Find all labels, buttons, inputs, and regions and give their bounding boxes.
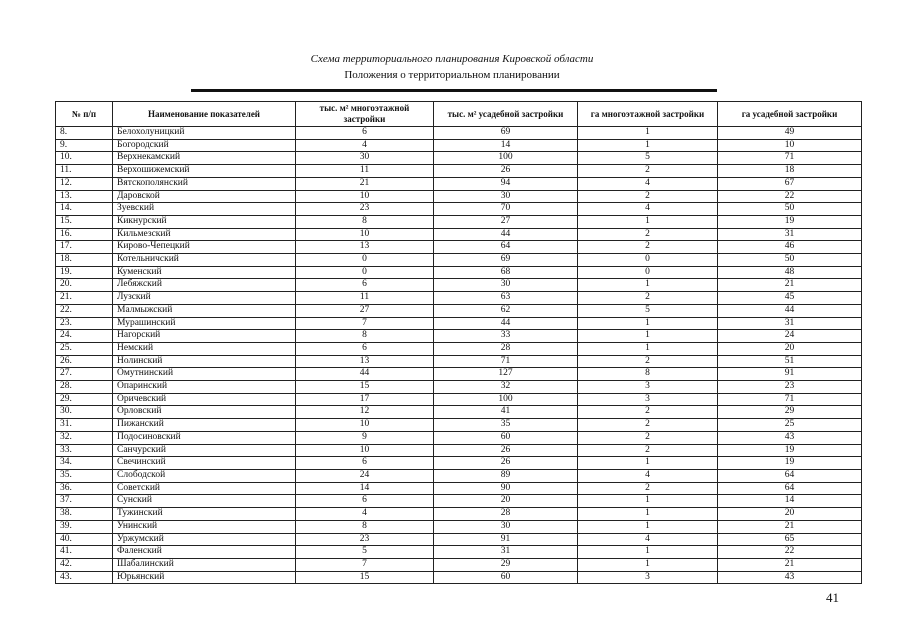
table-row	[56, 177, 862, 190]
estate-area-cell: 64	[434, 241, 578, 254]
row-number-cell: 35.	[56, 469, 113, 482]
row-number-cell: 16.	[56, 228, 113, 241]
multi-storey-area-cell: 10	[296, 444, 434, 457]
estate-ha-cell: 19	[718, 457, 862, 470]
multi-storey-area-cell: 11	[296, 165, 434, 178]
multi-storey-area-cell: 6	[296, 127, 434, 140]
estate-area-cell: 62	[434, 304, 578, 317]
district-name-cell: Опаринский	[113, 381, 296, 394]
district-name-cell: Уржумский	[113, 533, 296, 546]
estate-ha-cell: 65	[718, 533, 862, 546]
estate-area-cell: 91	[434, 533, 578, 546]
multi-storey-ha-cell: 1	[578, 342, 718, 355]
multi-storey-area-cell: 17	[296, 393, 434, 406]
multi-storey-area-cell: 7	[296, 558, 434, 571]
column-header-name: Наименование показателей	[113, 102, 296, 127]
district-name-cell: Белохолуницкий	[113, 127, 296, 140]
table-row	[56, 368, 862, 381]
table-row	[56, 457, 862, 470]
estate-area-cell: 30	[434, 279, 578, 292]
district-name-cell: Малмыжский	[113, 304, 296, 317]
multi-storey-ha-cell: 2	[578, 165, 718, 178]
row-number-cell: 10.	[56, 152, 113, 165]
multi-storey-ha-cell: 1	[578, 520, 718, 533]
multi-storey-area-cell: 4	[296, 508, 434, 521]
multi-storey-ha-cell: 1	[578, 317, 718, 330]
row-number-cell: 23.	[56, 317, 113, 330]
district-name-cell: Слободской	[113, 469, 296, 482]
table-row	[56, 469, 862, 482]
multi-storey-ha-cell: 0	[578, 266, 718, 279]
row-number-cell: 36.	[56, 482, 113, 495]
multi-storey-ha-cell: 1	[578, 546, 718, 559]
district-name-cell: Котельничский	[113, 254, 296, 267]
table-row	[56, 330, 862, 343]
multi-storey-area-cell: 15	[296, 381, 434, 394]
row-number-cell: 39.	[56, 520, 113, 533]
district-name-cell: Верхошижемский	[113, 165, 296, 178]
estate-area-cell: 32	[434, 381, 578, 394]
multi-storey-ha-cell: 2	[578, 482, 718, 495]
row-number-cell: 29.	[56, 393, 113, 406]
multi-storey-area-cell: 10	[296, 228, 434, 241]
row-number-cell: 41.	[56, 546, 113, 559]
table-header-row	[56, 102, 862, 127]
table-row	[56, 304, 862, 317]
row-number-cell: 43.	[56, 571, 113, 584]
estate-area-cell: 100	[434, 152, 578, 165]
multi-storey-ha-cell: 5	[578, 152, 718, 165]
table-row	[56, 215, 862, 228]
row-number-cell: 11.	[56, 165, 113, 178]
table-row	[56, 292, 862, 305]
estate-area-cell: 41	[434, 406, 578, 419]
estate-area-cell: 69	[434, 127, 578, 140]
table-row	[56, 571, 862, 584]
row-number-cell: 12.	[56, 177, 113, 190]
multi-storey-area-cell: 8	[296, 330, 434, 343]
multi-storey-area-cell: 6	[296, 495, 434, 508]
multi-storey-area-cell: 8	[296, 215, 434, 228]
estate-ha-cell: 24	[718, 330, 862, 343]
table-row	[56, 139, 862, 152]
row-number-cell: 15.	[56, 215, 113, 228]
column-header-multi-storey-area: тыс. м² многоэтажной застройки	[296, 102, 434, 127]
column-header-estate-area: тыс. м² усадебной застройки	[434, 102, 578, 127]
district-name-cell: Немский	[113, 342, 296, 355]
estate-area-cell: 28	[434, 508, 578, 521]
multi-storey-area-cell: 44	[296, 368, 434, 381]
table-row	[56, 381, 862, 394]
estate-ha-cell: 20	[718, 508, 862, 521]
district-name-cell: Нолинский	[113, 355, 296, 368]
row-number-cell: 18.	[56, 254, 113, 267]
estate-ha-cell: 31	[718, 317, 862, 330]
multi-storey-ha-cell: 1	[578, 495, 718, 508]
row-number-cell: 26.	[56, 355, 113, 368]
multi-storey-area-cell: 7	[296, 317, 434, 330]
multi-storey-area-cell: 0	[296, 254, 434, 267]
estate-area-cell: 63	[434, 292, 578, 305]
multi-storey-ha-cell: 4	[578, 203, 718, 216]
estate-ha-cell: 25	[718, 419, 862, 432]
multi-storey-ha-cell: 2	[578, 292, 718, 305]
estate-area-cell: 94	[434, 177, 578, 190]
district-name-cell: Омутнинский	[113, 368, 296, 381]
table-row	[56, 317, 862, 330]
estate-ha-cell: 45	[718, 292, 862, 305]
multi-storey-area-cell: 13	[296, 241, 434, 254]
multi-storey-ha-cell: 5	[578, 304, 718, 317]
multi-storey-area-cell: 6	[296, 457, 434, 470]
table-row	[56, 533, 862, 546]
row-number-cell: 20.	[56, 279, 113, 292]
multi-storey-ha-cell: 1	[578, 508, 718, 521]
estate-area-cell: 71	[434, 355, 578, 368]
district-name-cell: Куменский	[113, 266, 296, 279]
estate-ha-cell: 10	[718, 139, 862, 152]
estate-area-cell: 89	[434, 469, 578, 482]
multi-storey-ha-cell: 1	[578, 215, 718, 228]
estate-area-cell: 31	[434, 546, 578, 559]
multi-storey-ha-cell: 3	[578, 381, 718, 394]
row-number-cell: 42.	[56, 558, 113, 571]
table-row	[56, 241, 862, 254]
estate-ha-cell: 50	[718, 203, 862, 216]
data-table	[55, 101, 862, 584]
multi-storey-area-cell: 0	[296, 266, 434, 279]
district-name-cell: Юрьянский	[113, 571, 296, 584]
multi-storey-ha-cell: 1	[578, 139, 718, 152]
table-row	[56, 558, 862, 571]
multi-storey-area-cell: 9	[296, 431, 434, 444]
multi-storey-ha-cell: 2	[578, 355, 718, 368]
row-number-cell: 9.	[56, 139, 113, 152]
multi-storey-area-cell: 10	[296, 190, 434, 203]
district-name-cell: Фаленский	[113, 546, 296, 559]
table-row	[56, 152, 862, 165]
estate-ha-cell: 48	[718, 266, 862, 279]
row-number-cell: 34.	[56, 457, 113, 470]
estate-ha-cell: 14	[718, 495, 862, 508]
multi-storey-area-cell: 6	[296, 342, 434, 355]
multi-storey-area-cell: 21	[296, 177, 434, 190]
multi-storey-area-cell: 23	[296, 203, 434, 216]
multi-storey-ha-cell: 1	[578, 279, 718, 292]
estate-ha-cell: 29	[718, 406, 862, 419]
estate-area-cell: 20	[434, 495, 578, 508]
district-name-cell: Кильмезский	[113, 228, 296, 241]
estate-ha-cell: 43	[718, 431, 862, 444]
row-number-cell: 24.	[56, 330, 113, 343]
multi-storey-area-cell: 13	[296, 355, 434, 368]
estate-ha-cell: 18	[718, 165, 862, 178]
multi-storey-ha-cell: 3	[578, 393, 718, 406]
row-number-cell: 33.	[56, 444, 113, 457]
multi-storey-ha-cell: 4	[578, 469, 718, 482]
district-name-cell: Лебяжский	[113, 279, 296, 292]
estate-area-cell: 70	[434, 203, 578, 216]
estate-area-cell: 35	[434, 419, 578, 432]
estate-ha-cell: 22	[718, 546, 862, 559]
row-number-cell: 14.	[56, 203, 113, 216]
estate-ha-cell: 21	[718, 279, 862, 292]
row-number-cell: 31.	[56, 419, 113, 432]
row-number-cell: 19.	[56, 266, 113, 279]
table-row	[56, 431, 862, 444]
multi-storey-ha-cell: 2	[578, 444, 718, 457]
multi-storey-area-cell: 15	[296, 571, 434, 584]
table-row	[56, 495, 862, 508]
multi-storey-area-cell: 4	[296, 139, 434, 152]
table-row	[56, 444, 862, 457]
estate-area-cell: 26	[434, 444, 578, 457]
multi-storey-ha-cell: 1	[578, 558, 718, 571]
row-number-cell: 22.	[56, 304, 113, 317]
district-name-cell: Кикнурский	[113, 215, 296, 228]
multi-storey-area-cell: 11	[296, 292, 434, 305]
table-row	[56, 355, 862, 368]
estate-ha-cell: 51	[718, 355, 862, 368]
table-row	[56, 190, 862, 203]
page-number: 41	[826, 590, 839, 605]
document-subtitle: Положения о территориальном планировании	[344, 69, 560, 81]
estate-area-cell: 90	[434, 482, 578, 495]
estate-area-cell: 60	[434, 431, 578, 444]
multi-storey-ha-cell: 2	[578, 228, 718, 241]
estate-ha-cell: 23	[718, 381, 862, 394]
table-row	[56, 228, 862, 241]
district-name-cell: Богородский	[113, 139, 296, 152]
estate-ha-cell: 67	[718, 177, 862, 190]
district-name-cell: Лузский	[113, 292, 296, 305]
estate-area-cell: 27	[434, 215, 578, 228]
multi-storey-area-cell: 12	[296, 406, 434, 419]
table-row	[56, 203, 862, 216]
estate-ha-cell: 49	[718, 127, 862, 140]
estate-ha-cell: 19	[718, 215, 862, 228]
estate-area-cell: 69	[434, 254, 578, 267]
estate-area-cell: 44	[434, 228, 578, 241]
multi-storey-area-cell: 14	[296, 482, 434, 495]
district-name-cell: Тужинский	[113, 508, 296, 521]
table-row	[56, 419, 862, 432]
multi-storey-ha-cell: 2	[578, 431, 718, 444]
estate-area-cell: 28	[434, 342, 578, 355]
multi-storey-ha-cell: 2	[578, 406, 718, 419]
district-name-cell: Сунский	[113, 495, 296, 508]
estate-ha-cell: 71	[718, 393, 862, 406]
district-name-cell: Пижанский	[113, 419, 296, 432]
multi-storey-ha-cell: 4	[578, 177, 718, 190]
estate-ha-cell: 64	[718, 482, 862, 495]
table-row	[56, 279, 862, 292]
district-name-cell: Мурашинский	[113, 317, 296, 330]
multi-storey-ha-cell: 8	[578, 368, 718, 381]
row-number-cell: 37.	[56, 495, 113, 508]
multi-storey-ha-cell: 1	[578, 127, 718, 140]
table-row	[56, 406, 862, 419]
estate-ha-cell: 91	[718, 368, 862, 381]
table-row	[56, 508, 862, 521]
table-row	[56, 520, 862, 533]
multi-storey-area-cell: 30	[296, 152, 434, 165]
estate-ha-cell: 50	[718, 254, 862, 267]
estate-area-cell: 30	[434, 520, 578, 533]
multi-storey-ha-cell: 2	[578, 190, 718, 203]
estate-ha-cell: 31	[718, 228, 862, 241]
document-title: Схема территориального планирования Кировской области	[310, 53, 594, 65]
district-name-cell: Нагорский	[113, 330, 296, 343]
estate-area-cell: 44	[434, 317, 578, 330]
row-number-cell: 40.	[56, 533, 113, 546]
district-name-cell: Санчурский	[113, 444, 296, 457]
district-name-cell: Верхнекамский	[113, 152, 296, 165]
row-number-cell: 17.	[56, 241, 113, 254]
estate-ha-cell: 22	[718, 190, 862, 203]
estate-area-cell: 30	[434, 190, 578, 203]
column-header-estate-ha: га усадебной застройки	[718, 102, 862, 127]
table-row	[56, 266, 862, 279]
row-number-cell: 13.	[56, 190, 113, 203]
estate-ha-cell: 21	[718, 520, 862, 533]
row-number-cell: 38.	[56, 508, 113, 521]
district-name-cell: Подосиновский	[113, 431, 296, 444]
district-name-cell: Кирово-Чепецкий	[113, 241, 296, 254]
estate-area-cell: 33	[434, 330, 578, 343]
row-number-cell: 28.	[56, 381, 113, 394]
estate-ha-cell: 21	[718, 558, 862, 571]
district-name-cell: Советский	[113, 482, 296, 495]
table-row	[56, 546, 862, 559]
estate-area-cell: 29	[434, 558, 578, 571]
district-name-cell: Даровской	[113, 190, 296, 203]
multi-storey-ha-cell: 3	[578, 571, 718, 584]
table-row	[56, 393, 862, 406]
row-number-cell: 32.	[56, 431, 113, 444]
row-number-cell: 25.	[56, 342, 113, 355]
multi-storey-ha-cell: 4	[578, 533, 718, 546]
multi-storey-area-cell: 24	[296, 469, 434, 482]
estate-ha-cell: 20	[718, 342, 862, 355]
table-row	[56, 342, 862, 355]
estate-ha-cell: 46	[718, 241, 862, 254]
estate-area-cell: 127	[434, 368, 578, 381]
estate-area-cell: 100	[434, 393, 578, 406]
district-name-cell: Вятскополянский	[113, 177, 296, 190]
estate-ha-cell: 43	[718, 571, 862, 584]
multi-storey-ha-cell: 1	[578, 330, 718, 343]
estate-ha-cell: 19	[718, 444, 862, 457]
estate-ha-cell: 64	[718, 469, 862, 482]
estate-area-cell: 68	[434, 266, 578, 279]
district-name-cell: Зуевский	[113, 203, 296, 216]
multi-storey-area-cell: 8	[296, 520, 434, 533]
row-number-cell: 21.	[56, 292, 113, 305]
multi-storey-area-cell: 10	[296, 419, 434, 432]
table-body	[56, 127, 862, 584]
table-row	[56, 127, 862, 140]
row-number-cell: 27.	[56, 368, 113, 381]
header-rule	[191, 89, 717, 92]
column-header-multi-storey-ha: га многоэтажной застройки	[578, 102, 718, 127]
table-row	[56, 254, 862, 267]
district-name-cell: Свечинский	[113, 457, 296, 470]
multi-storey-area-cell: 5	[296, 546, 434, 559]
estate-area-cell: 60	[434, 571, 578, 584]
multi-storey-area-cell: 6	[296, 279, 434, 292]
multi-storey-ha-cell: 2	[578, 241, 718, 254]
table-row	[56, 482, 862, 495]
multi-storey-ha-cell: 2	[578, 419, 718, 432]
district-name-cell: Орловский	[113, 406, 296, 419]
district-name-cell: Оричевский	[113, 393, 296, 406]
row-number-cell: 30.	[56, 406, 113, 419]
multi-storey-ha-cell: 1	[578, 457, 718, 470]
multi-storey-ha-cell: 0	[578, 254, 718, 267]
estate-ha-cell: 44	[718, 304, 862, 317]
column-header-number: № п/п	[56, 102, 113, 127]
multi-storey-area-cell: 23	[296, 533, 434, 546]
district-name-cell: Шабалинский	[113, 558, 296, 571]
district-name-cell: Унинский	[113, 520, 296, 533]
estate-area-cell: 26	[434, 165, 578, 178]
estate-area-cell: 26	[434, 457, 578, 470]
table-row	[56, 165, 862, 178]
estate-area-cell: 14	[434, 139, 578, 152]
estate-ha-cell: 71	[718, 152, 862, 165]
row-number-cell: 8.	[56, 127, 113, 140]
multi-storey-area-cell: 27	[296, 304, 434, 317]
